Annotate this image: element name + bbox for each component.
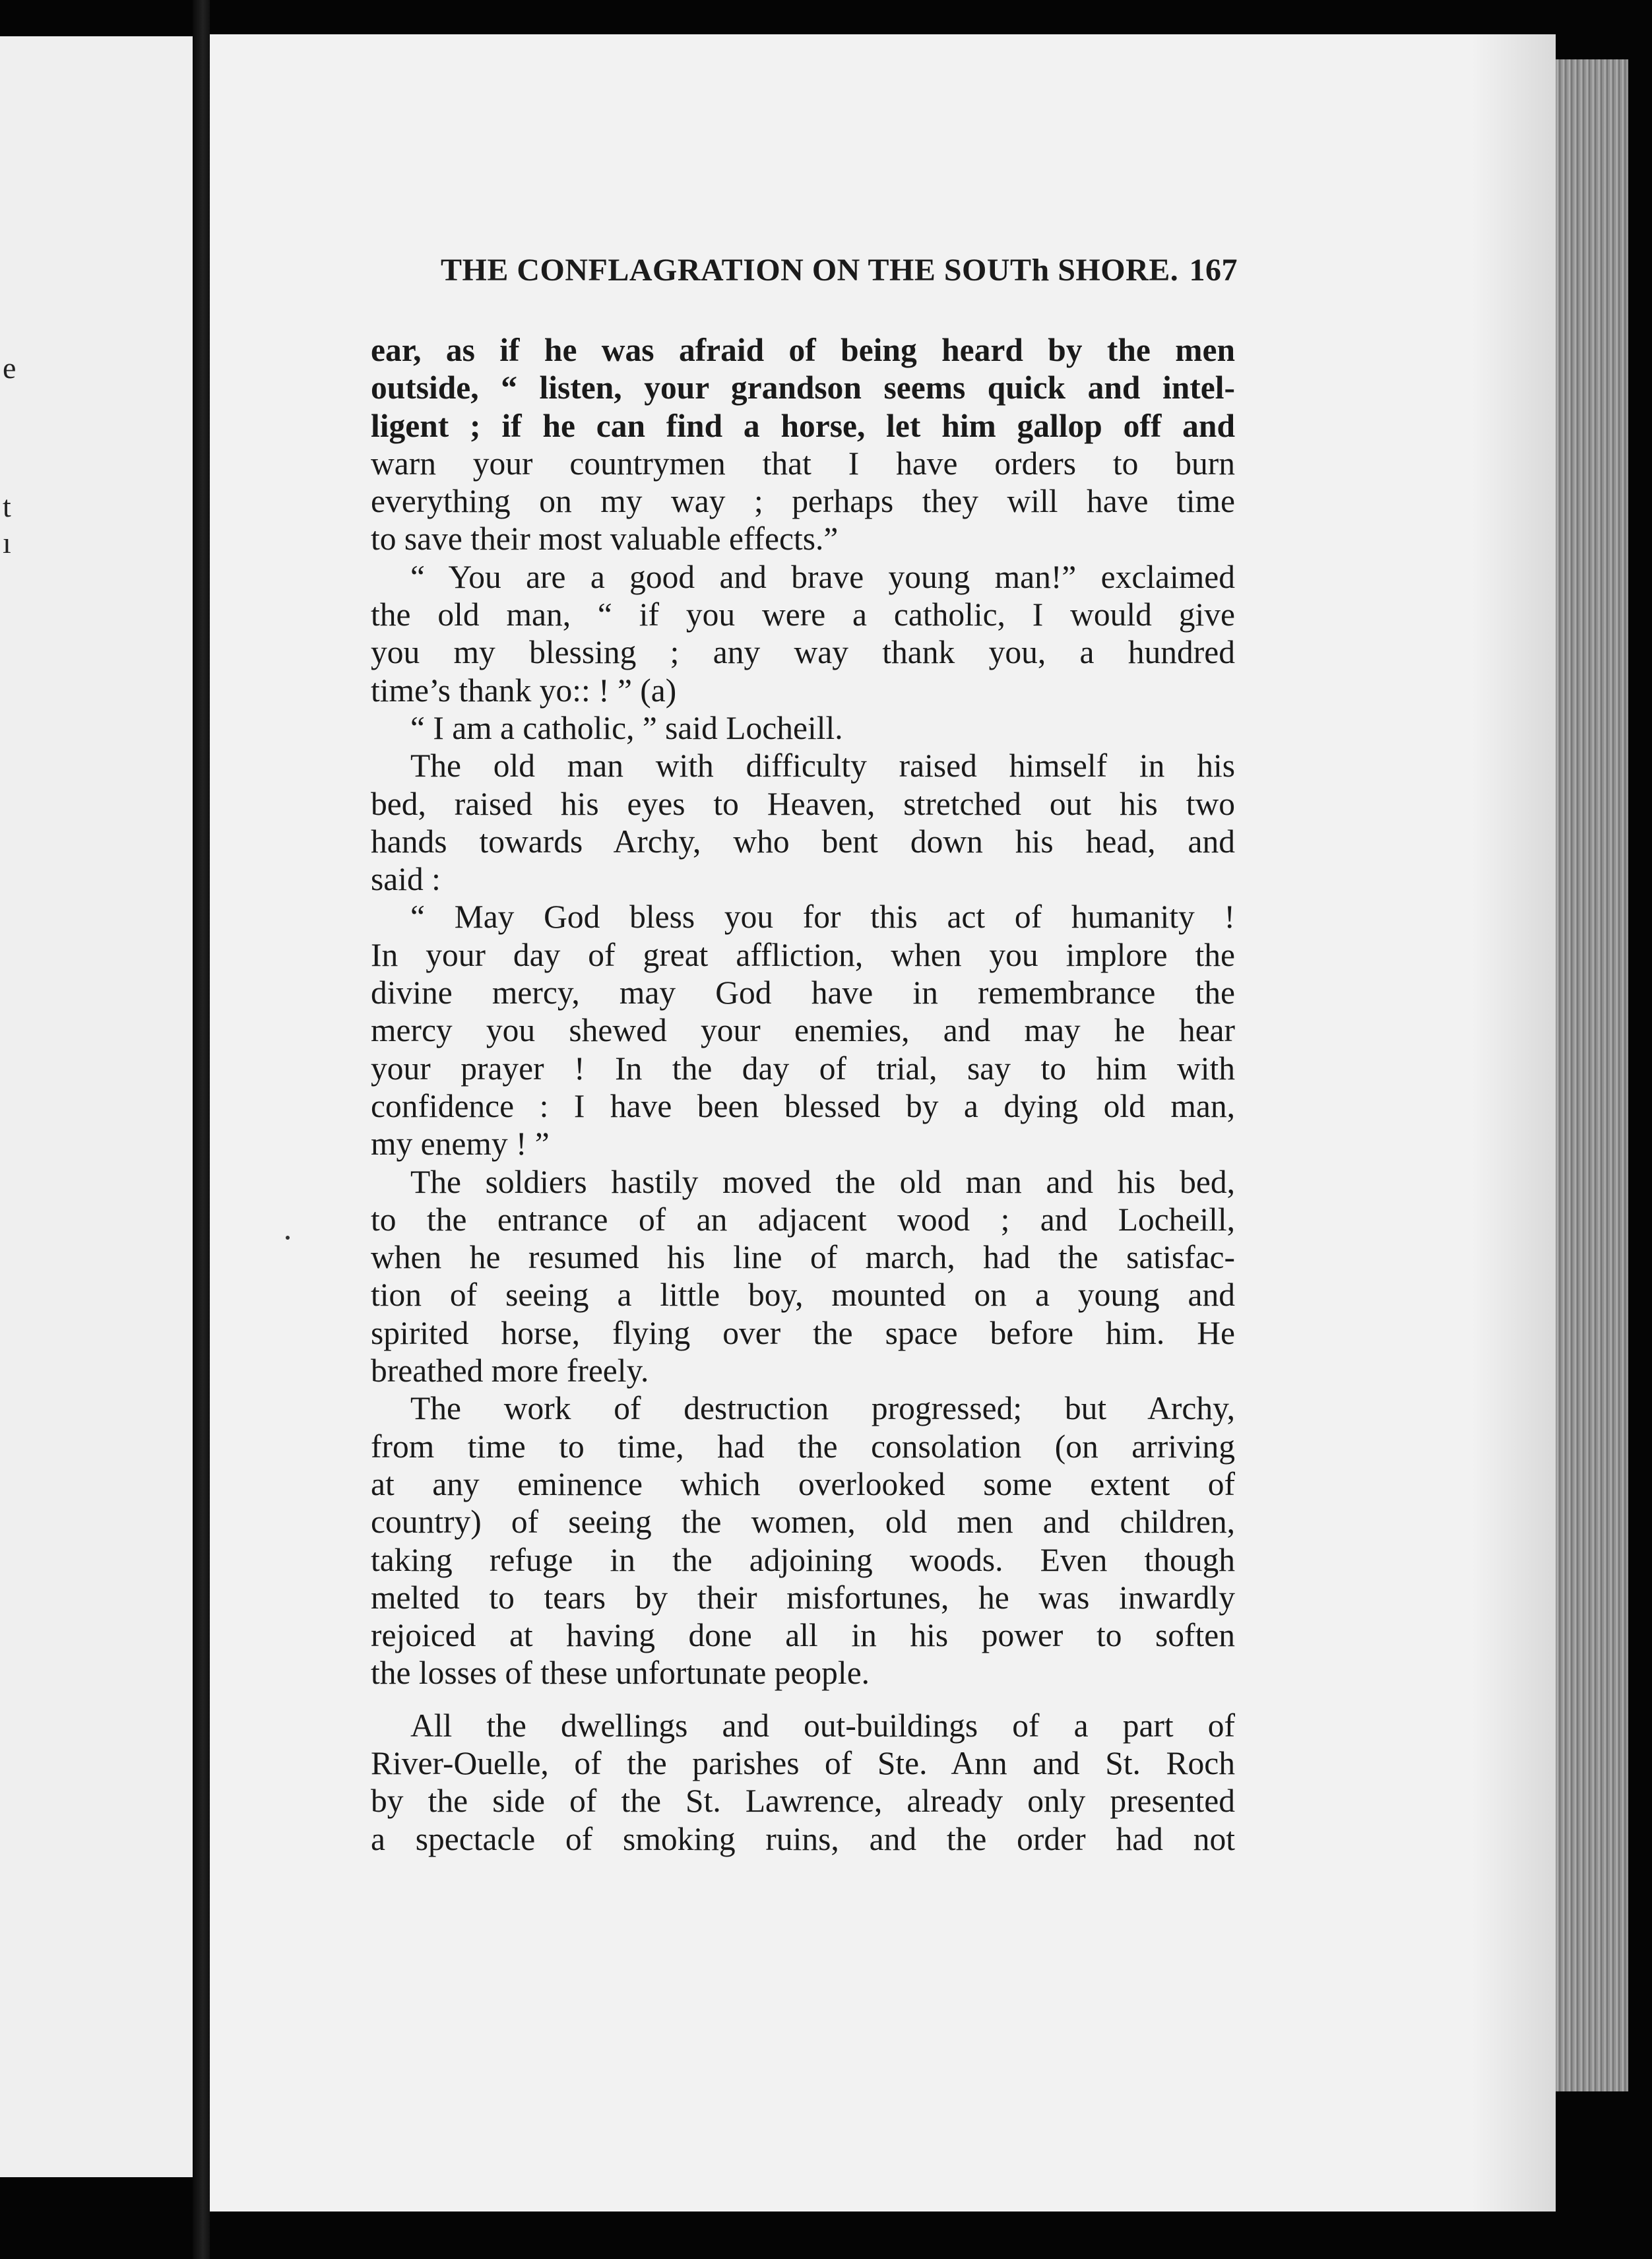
text-line: confidence : I have been blessed by a dying old man, (371, 1087, 1235, 1124)
text-line: In your day of great affliction, when you implore the (371, 936, 1235, 973)
text-line: mercy you shewed your enemies, and may he hear (371, 1012, 1235, 1049)
facing-page-fragment: ı (3, 526, 11, 559)
text-line: The old man with difficulty raised himself in his (410, 748, 1235, 784)
text-line: ear, as if he was afraid of being heard by the men (371, 332, 1235, 368)
text-line: outside, “ listen, your grandson seems quick and intel- (371, 369, 1235, 406)
text-line: said : (371, 861, 441, 898)
running-header (441, 252, 1238, 298)
book-gutter (193, 0, 210, 2259)
text-line: when he resumed his line of march, had the satisfac- (371, 1239, 1235, 1276)
facing-page-fragment: e (3, 351, 16, 385)
ink-speck (286, 1236, 290, 1240)
text-line: “ May God bless you for this act of humanity ! (410, 899, 1235, 936)
text-line: your prayer ! In the day of trial, say to him with (371, 1050, 1235, 1087)
text-line: The work of destruction progressed; but Archy, (410, 1390, 1235, 1427)
page-shade (1471, 34, 1556, 2211)
text-line: you my blessing ; any way thank you, a hundred (371, 634, 1235, 671)
text-line: at any eminence which overlooked some extent of (371, 1465, 1235, 1502)
text-line: “ You are a good and brave young man!” exclaimed (410, 558, 1235, 595)
text-line: spirited horse, flying over the space before him. He (371, 1314, 1235, 1351)
text-line: warn your countrymen that I have orders to burn (371, 445, 1235, 482)
text-line: ligent ; if he can find a horse, let him gallop off and (371, 407, 1235, 444)
text-line: the losses of these unfortunate people. (371, 1655, 870, 1692)
text-line: River-Ouelle, of the parishes of Ste. Ann and St. Roch (371, 1744, 1235, 1781)
page-leaf-edges (1556, 59, 1628, 2091)
text-line: taking refuge in the adjoining woods. Even though (371, 1541, 1235, 1578)
text-line: everything on my way ; perhaps they will have time (371, 483, 1235, 520)
text-line: rejoiced at having done all in his power to soften (371, 1617, 1235, 1654)
paragraph-gap (371, 1692, 1235, 1707)
text-line: melted to tears by their misfortunes, he was inwardly (371, 1579, 1235, 1616)
body-text (371, 331, 1235, 1858)
text-line: country) of seeing the women, old men and children, (371, 1504, 1235, 1541)
text-line: bed, raised his eyes to Heaven, stretched out his two (371, 785, 1235, 822)
text-line: to save their most valuable effects.” (371, 521, 839, 557)
text-line: by the side of the St. Lawrence, already only presented (371, 1783, 1235, 1820)
text-line: hands towards Archy, who bent down his head, and (371, 823, 1235, 860)
running-title: THE CONFLAGRATION ON THE SOUTh SHORE. (441, 253, 1179, 288)
text-line: The soldiers hastily moved the old man and his bed, (410, 1163, 1235, 1200)
text-line: the old man, “ if you were a catholic, I would give (371, 596, 1235, 633)
text-line: a spectacle of smoking ruins, and the order had not (371, 1820, 1235, 1857)
text-line: tion of seeing a little boy, mounted on a young and (371, 1277, 1235, 1314)
text-line: from time to time, had the consolation (on arriving (371, 1428, 1235, 1465)
text-line: to the entrance of an adjacent wood ; and Locheill, (371, 1201, 1235, 1238)
text-line: time’s thank yo:: ! ” (a) (371, 672, 677, 709)
page-number: 167 (1189, 253, 1238, 288)
facing-page-fragment: t (3, 490, 11, 523)
text-line: “ I am a catholic, ” said Locheill. (410, 709, 843, 746)
text-line: breathed more freely. (371, 1352, 649, 1389)
text-line: All the dwellings and out-buildings of a part of (410, 1707, 1235, 1744)
facing-page-edge (0, 36, 197, 2177)
text-line: divine mercy, may God have in remembrance the (371, 974, 1235, 1011)
text-line: my enemy ! ” (371, 1126, 550, 1162)
